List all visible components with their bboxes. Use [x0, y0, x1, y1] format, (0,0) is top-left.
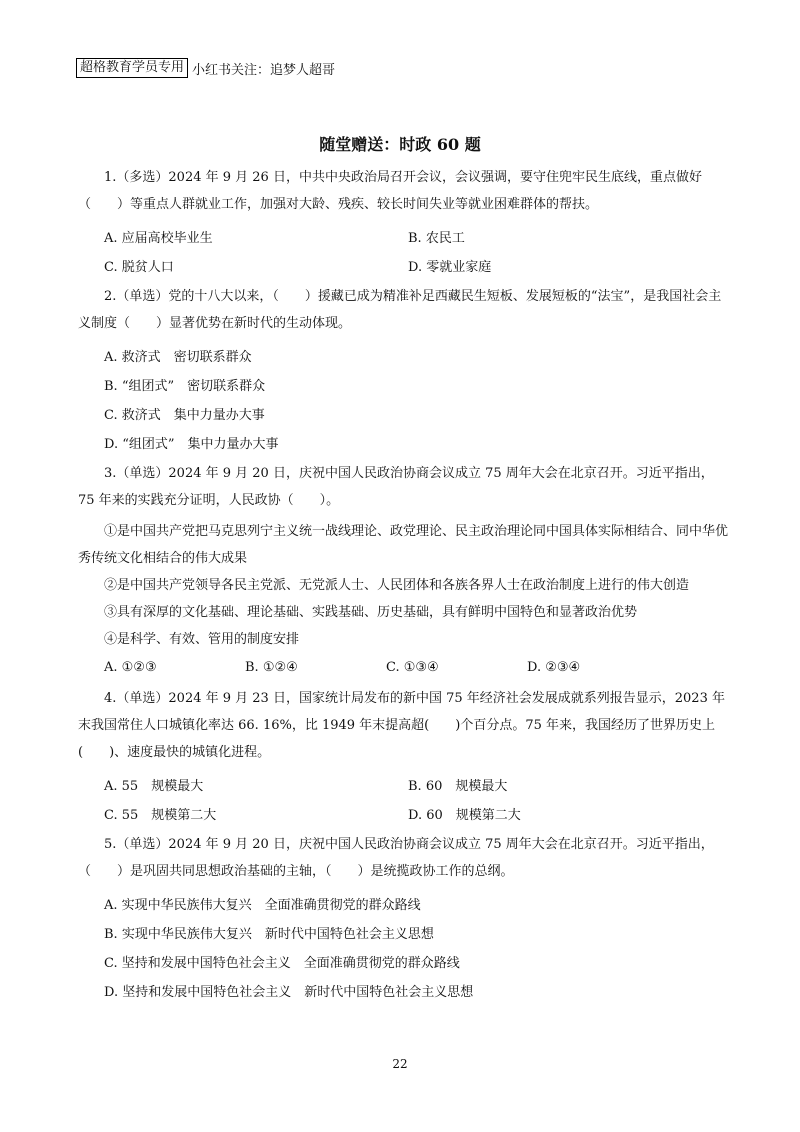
question-5: [78, 831, 728, 1005]
option-c: C. 脱贫人口: [104, 260, 174, 275]
page-title: 随堂赠送：时政 60 题: [319, 135, 481, 154]
option-b: B. ①②④: [245, 660, 298, 675]
question-text: 5.（单选）2024 年 9 月 20 日，庆祝中国人民政治协商会议成立 75 周年大会在北京召开。习近平指出，（ ）是巩固共同思想政治基础的主轴，（ ）是统揽政协工作的总纲。: [78, 837, 714, 879]
question-text: 3.（单选）2024 年 9 月 20 日，庆祝中国人民政治协商会议成立 75 周年大会在北京召开。习近平指出，75 年来的实践充分证明，人民政协（ ）。: [78, 466, 714, 508]
page-header: [76, 58, 335, 78]
option-row: [78, 251, 728, 280]
option-a: A. 55 规模最大: [104, 779, 204, 794]
question-3: [78, 460, 728, 682]
question-text: 4.（单选）2024 年 9 月 23 日，国家统计局发布的新中国 75 年经济社会发展成就系列报告显示，2023 年末我国常住人口城镇化率达 66. 16%，比 1949 年末提高超( )个百分点。75 年来，我国经历了世界历史上( )、速度最快的城镇化进程。: [78, 691, 725, 760]
statement-3: ③具有深厚的文化基础、理论基础、实践基础、历史基础，具有鲜明中国特色和显著政治优势: [104, 605, 638, 620]
question-list: [78, 164, 728, 1008]
option-a: A. 实现中华民族伟大复兴 全面准确贯彻党的群众路线: [104, 898, 421, 913]
question-1: [78, 164, 728, 280]
question-4: [78, 685, 728, 828]
option-a: A. 救济式 密切联系群众: [104, 350, 252, 365]
question-text: 1.（多选）2024 年 9 月 26 日，中共中央政治局召开会议，会议强调，要守住兜牢民生底线，重点做好（ ）等重点人群就业工作，加强对大龄、残疾、较长时间失业等就业困难群体的帮扶。: [78, 170, 702, 212]
statement-2: ②是中国共产党领导各民主党派、无党派人士、人民团体和各族各界人士在政治制度上进行的伟大创造: [104, 578, 690, 593]
statement-4: ④是科学、有效、管用的制度安排: [104, 632, 300, 647]
option-c: C. 55 规模第二大: [104, 808, 217, 823]
option-row: [78, 770, 728, 799]
page-number: 22: [392, 1057, 408, 1071]
option-d: D. 零就业家庭: [408, 260, 492, 275]
question-text: 2.（单选）党的十八大以来，（ ）援藏已成为精准补足西藏民生短板、发展短板的“法宝”，是我国社会主义制度（ ）显著优势在新时代的生动体现。: [78, 289, 722, 331]
header-badge: 超格教育学员专用: [76, 58, 188, 78]
option-d: D. 坚持和发展中国特色社会主义 新时代中国特色社会主义思想: [104, 985, 474, 1000]
option-row: [78, 222, 728, 251]
option-a: A. ①②③: [104, 660, 157, 675]
option-a: A. 应届高校毕业生: [104, 231, 213, 246]
option-b: B. 实现中华民族伟大复兴 新时代中国特色社会主义思想: [104, 927, 434, 942]
option-row: [78, 653, 728, 682]
option-b: B. 60 规模最大: [408, 779, 508, 794]
option-c: C. 坚持和发展中国特色社会主义 全面准确贯彻党的群众路线: [104, 956, 460, 971]
option-d: D. 60 规模第二大: [408, 808, 521, 823]
header-note: 小红书关注：追梦人超哥: [192, 62, 336, 78]
option-row: [78, 799, 728, 828]
option-d: D. “组团式” 集中力量办大事: [104, 437, 279, 452]
statement-1: ①是中国共产党把马克思列宁主义统一战线理论、政党理论、民主政治理论同中国具体实际相结合、同中华优秀传统文化相结合的伟大成果: [78, 524, 729, 566]
question-2: [78, 283, 728, 457]
option-b: B. “组团式” 密切联系群众: [104, 379, 266, 394]
option-c: C. ①③④: [386, 660, 439, 675]
option-b: B. 农民工: [408, 231, 465, 246]
option-d: D. ②③④: [527, 660, 581, 675]
option-c: C. 救济式 集中力量办大事: [104, 408, 265, 423]
